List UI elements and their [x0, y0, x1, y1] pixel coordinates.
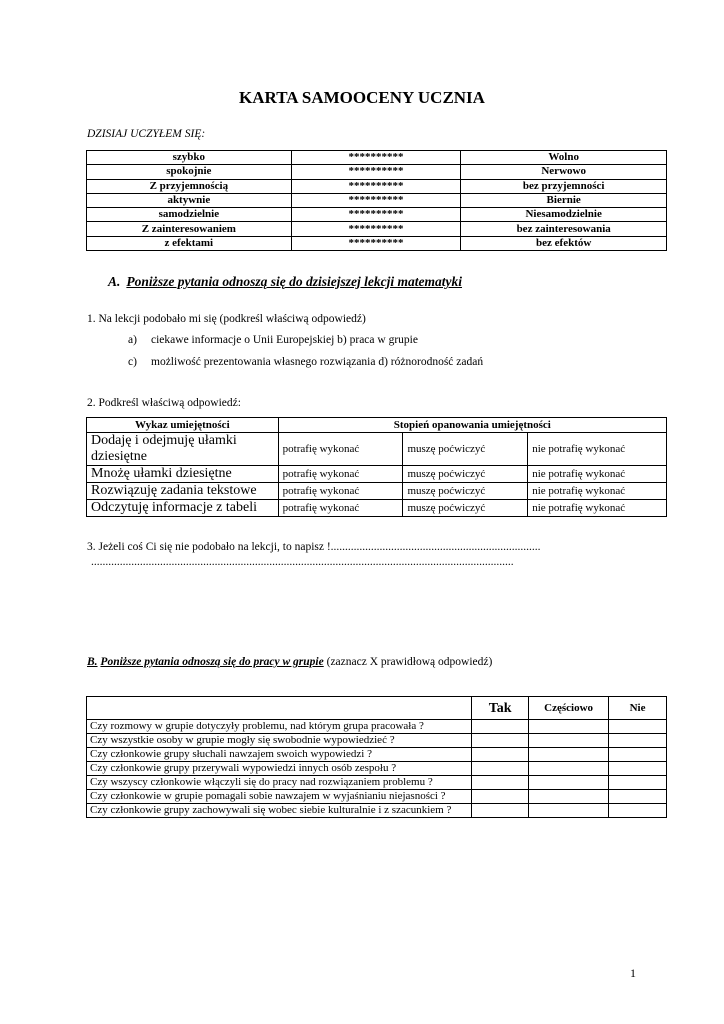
self-table-cell-left: Z przyjemnością	[87, 179, 292, 193]
self-table-row	[87, 179, 667, 193]
answer-cell-tak[interactable]	[472, 748, 529, 762]
answer-cell-tak[interactable]	[472, 790, 529, 804]
answer-cell-czesciowo[interactable]	[529, 720, 609, 734]
option-a-text: ciekawe informacje o Unii Europejskiej b) praca w grupie	[151, 334, 418, 346]
self-table-cell-right: bez przyjemności	[461, 179, 667, 193]
group-work-table	[86, 696, 667, 818]
skill-name: Rozwiązuję zadania tekstowe	[87, 483, 279, 500]
option-c-text: możliwość prezentowania własnego rozwiązania d) różnorodność zadań	[151, 356, 484, 368]
page-number: 1	[630, 966, 636, 980]
answer-cell-nie[interactable]	[609, 762, 667, 776]
answer-cell-nie[interactable]	[609, 734, 667, 748]
self-table-row	[87, 236, 667, 250]
self-table-cell-left: spokojnie	[87, 165, 292, 179]
answer-cell-tak[interactable]	[472, 762, 529, 776]
self-table-cell-left: z efektami	[87, 236, 292, 250]
section-b-letter: B.	[87, 656, 98, 668]
skills-table	[86, 417, 667, 517]
answer-cell-czesciowo[interactable]	[529, 734, 609, 748]
mastery-option[interactable]: potrafię wykonać	[278, 500, 403, 517]
self-table-cell-mid: **********	[291, 151, 461, 165]
self-table-cell-left: Z zainteresowaniem	[87, 222, 292, 236]
group-table-row	[87, 790, 667, 804]
self-table-cell-left: samodzielnie	[87, 208, 292, 222]
section-a-letter: A.	[108, 274, 121, 289]
option-c-label: c)	[128, 356, 137, 368]
self-table-cell-right: Nerwowo	[461, 165, 667, 179]
answer-cell-tak[interactable]	[472, 720, 529, 734]
group-table-row	[87, 748, 667, 762]
mastery-option[interactable]: potrafię wykonać	[278, 433, 403, 466]
self-table-cell-left: aktywnie	[87, 193, 292, 207]
mastery-option[interactable]: nie potrafię wykonać	[528, 483, 667, 500]
answer-cell-tak[interactable]	[472, 804, 529, 818]
skill-name: Mnożę ułamki dziesiętne	[87, 466, 279, 483]
group-question: Czy rozmowy w grupie dotyczyły problemu, nad którym grupa pracowała ?	[87, 720, 472, 734]
self-assessment-table	[86, 150, 667, 251]
answer-cell-czesciowo[interactable]	[529, 776, 609, 790]
answer-cell-czesciowo[interactable]	[529, 790, 609, 804]
self-table-cell-right: Niesamodzielnie	[461, 208, 667, 222]
answer-cell-nie[interactable]	[609, 790, 667, 804]
group-question: Czy członkowie grupy słuchali nawzajem swoich wypowiedzi ?	[87, 748, 472, 762]
self-table-cell-left: szybko	[87, 151, 292, 165]
intro-heading: DZISIAJ UCZYŁEM SIĘ:	[87, 128, 206, 140]
page-title: KARTA SAMOOCENY UCZNIA	[239, 88, 485, 107]
question-1: 1. Na lekcji podobało mi się (podkreśl właściwą odpowiedź)	[87, 313, 366, 325]
question-column-header	[87, 697, 472, 720]
mastery-option[interactable]: muszę poćwiczyć	[403, 483, 528, 500]
czesciowo-header: Częściowo	[529, 697, 609, 720]
group-question: Czy członkowie w grupie pomagali sobie nawzajem w wyjaśnianiu niejasności ?	[87, 790, 472, 804]
skills-table-row	[87, 466, 667, 483]
skill-name: Odczytuję informacje z tabeli	[87, 500, 279, 517]
group-table-row	[87, 762, 667, 776]
mastery-option[interactable]: potrafię wykonać	[278, 483, 403, 500]
skill-name: Dodaję i odejmuję ułamki dziesiętne	[87, 433, 279, 466]
tak-header: Tak	[472, 697, 529, 720]
section-a-title: Poniższe pytania odnoszą się do dzisiejszej lekcji matematyki	[126, 274, 463, 289]
answer-cell-tak[interactable]	[472, 776, 529, 790]
skills-table-row	[87, 500, 667, 517]
mastery-option[interactable]: muszę poćwiczyć	[403, 433, 528, 466]
group-question: Czy wszyscy członkowie włączyli się do pracy nad rozwiązaniem problemu ?	[87, 776, 472, 790]
group-question: Czy członkowie grupy zachowywali się wobec siebie kulturalnie i z szacunkiem ?	[87, 804, 472, 818]
self-table-row	[87, 222, 667, 236]
skills-table-row	[87, 433, 667, 466]
group-table-row	[87, 734, 667, 748]
self-table-cell-right: Biernie	[461, 193, 667, 207]
section-b-title: Poniższe pytania odnoszą się do pracy w grupie	[100, 656, 324, 668]
mastery-option[interactable]: nie potrafię wykonać	[528, 466, 667, 483]
question-3-answer-line: ...................................................................................................................................................	[91, 556, 514, 568]
answer-cell-nie[interactable]	[609, 720, 667, 734]
self-table-cell-mid: **********	[291, 179, 461, 193]
skills-table-row	[87, 483, 667, 500]
self-table-row	[87, 165, 667, 179]
group-table-row	[87, 776, 667, 790]
self-table-cell-right: bez efektów	[461, 236, 667, 250]
self-table-cell-mid: **********	[291, 222, 461, 236]
group-table-row	[87, 720, 667, 734]
section-b-note: (zaznacz X prawidłową odpowiedź)	[326, 656, 493, 668]
group-question: Czy członkowie grupy przerywali wypowiedzi innych osób zespołu ?	[87, 762, 472, 776]
answer-cell-nie[interactable]	[609, 776, 667, 790]
self-table-cell-right: Wolno	[461, 151, 667, 165]
answer-cell-czesciowo[interactable]	[529, 762, 609, 776]
self-table-cell-mid: **********	[291, 208, 461, 222]
mastery-option[interactable]: potrafię wykonać	[278, 466, 403, 483]
option-a-label: a)	[128, 334, 137, 346]
answer-cell-czesciowo[interactable]	[529, 804, 609, 818]
mastery-option[interactable]: muszę poćwiczyć	[403, 466, 528, 483]
self-table-row	[87, 208, 667, 222]
mastery-option[interactable]: nie potrafię wykonać	[528, 500, 667, 517]
answer-cell-tak[interactable]	[472, 734, 529, 748]
section-b-heading	[87, 656, 492, 668]
nie-header: Nie	[609, 697, 667, 720]
group-question: Czy wszystkie osoby w grupie mogły się swobodnie wypowiedzieć ?	[87, 734, 472, 748]
section-a-heading	[108, 274, 462, 290]
skills-column-header: Wykaz umiejętności	[87, 418, 279, 433]
self-table-row	[87, 151, 667, 165]
answer-cell-czesciowo[interactable]	[529, 748, 609, 762]
self-table-row	[87, 193, 667, 207]
mastery-column-header: Stopień opanowania umiejętności	[278, 418, 666, 433]
mastery-option[interactable]: nie potrafię wykonać	[528, 433, 667, 466]
self-table-cell-mid: **********	[291, 236, 461, 250]
mastery-option[interactable]: muszę poćwiczyć	[403, 500, 528, 517]
group-table-row	[87, 804, 667, 818]
answer-cell-nie[interactable]	[609, 804, 667, 818]
self-table-cell-right: bez zainteresowania	[461, 222, 667, 236]
question-3: 3. Jeżeli coś Ci się nie podobało na lekcji, to napisz !.........................................................................	[87, 541, 541, 553]
answer-cell-nie[interactable]	[609, 748, 667, 762]
self-table-cell-mid: **********	[291, 165, 461, 179]
question-2: 2. Podkreśl właściwą odpowiedź:	[87, 397, 241, 409]
self-table-cell-mid: **********	[291, 193, 461, 207]
